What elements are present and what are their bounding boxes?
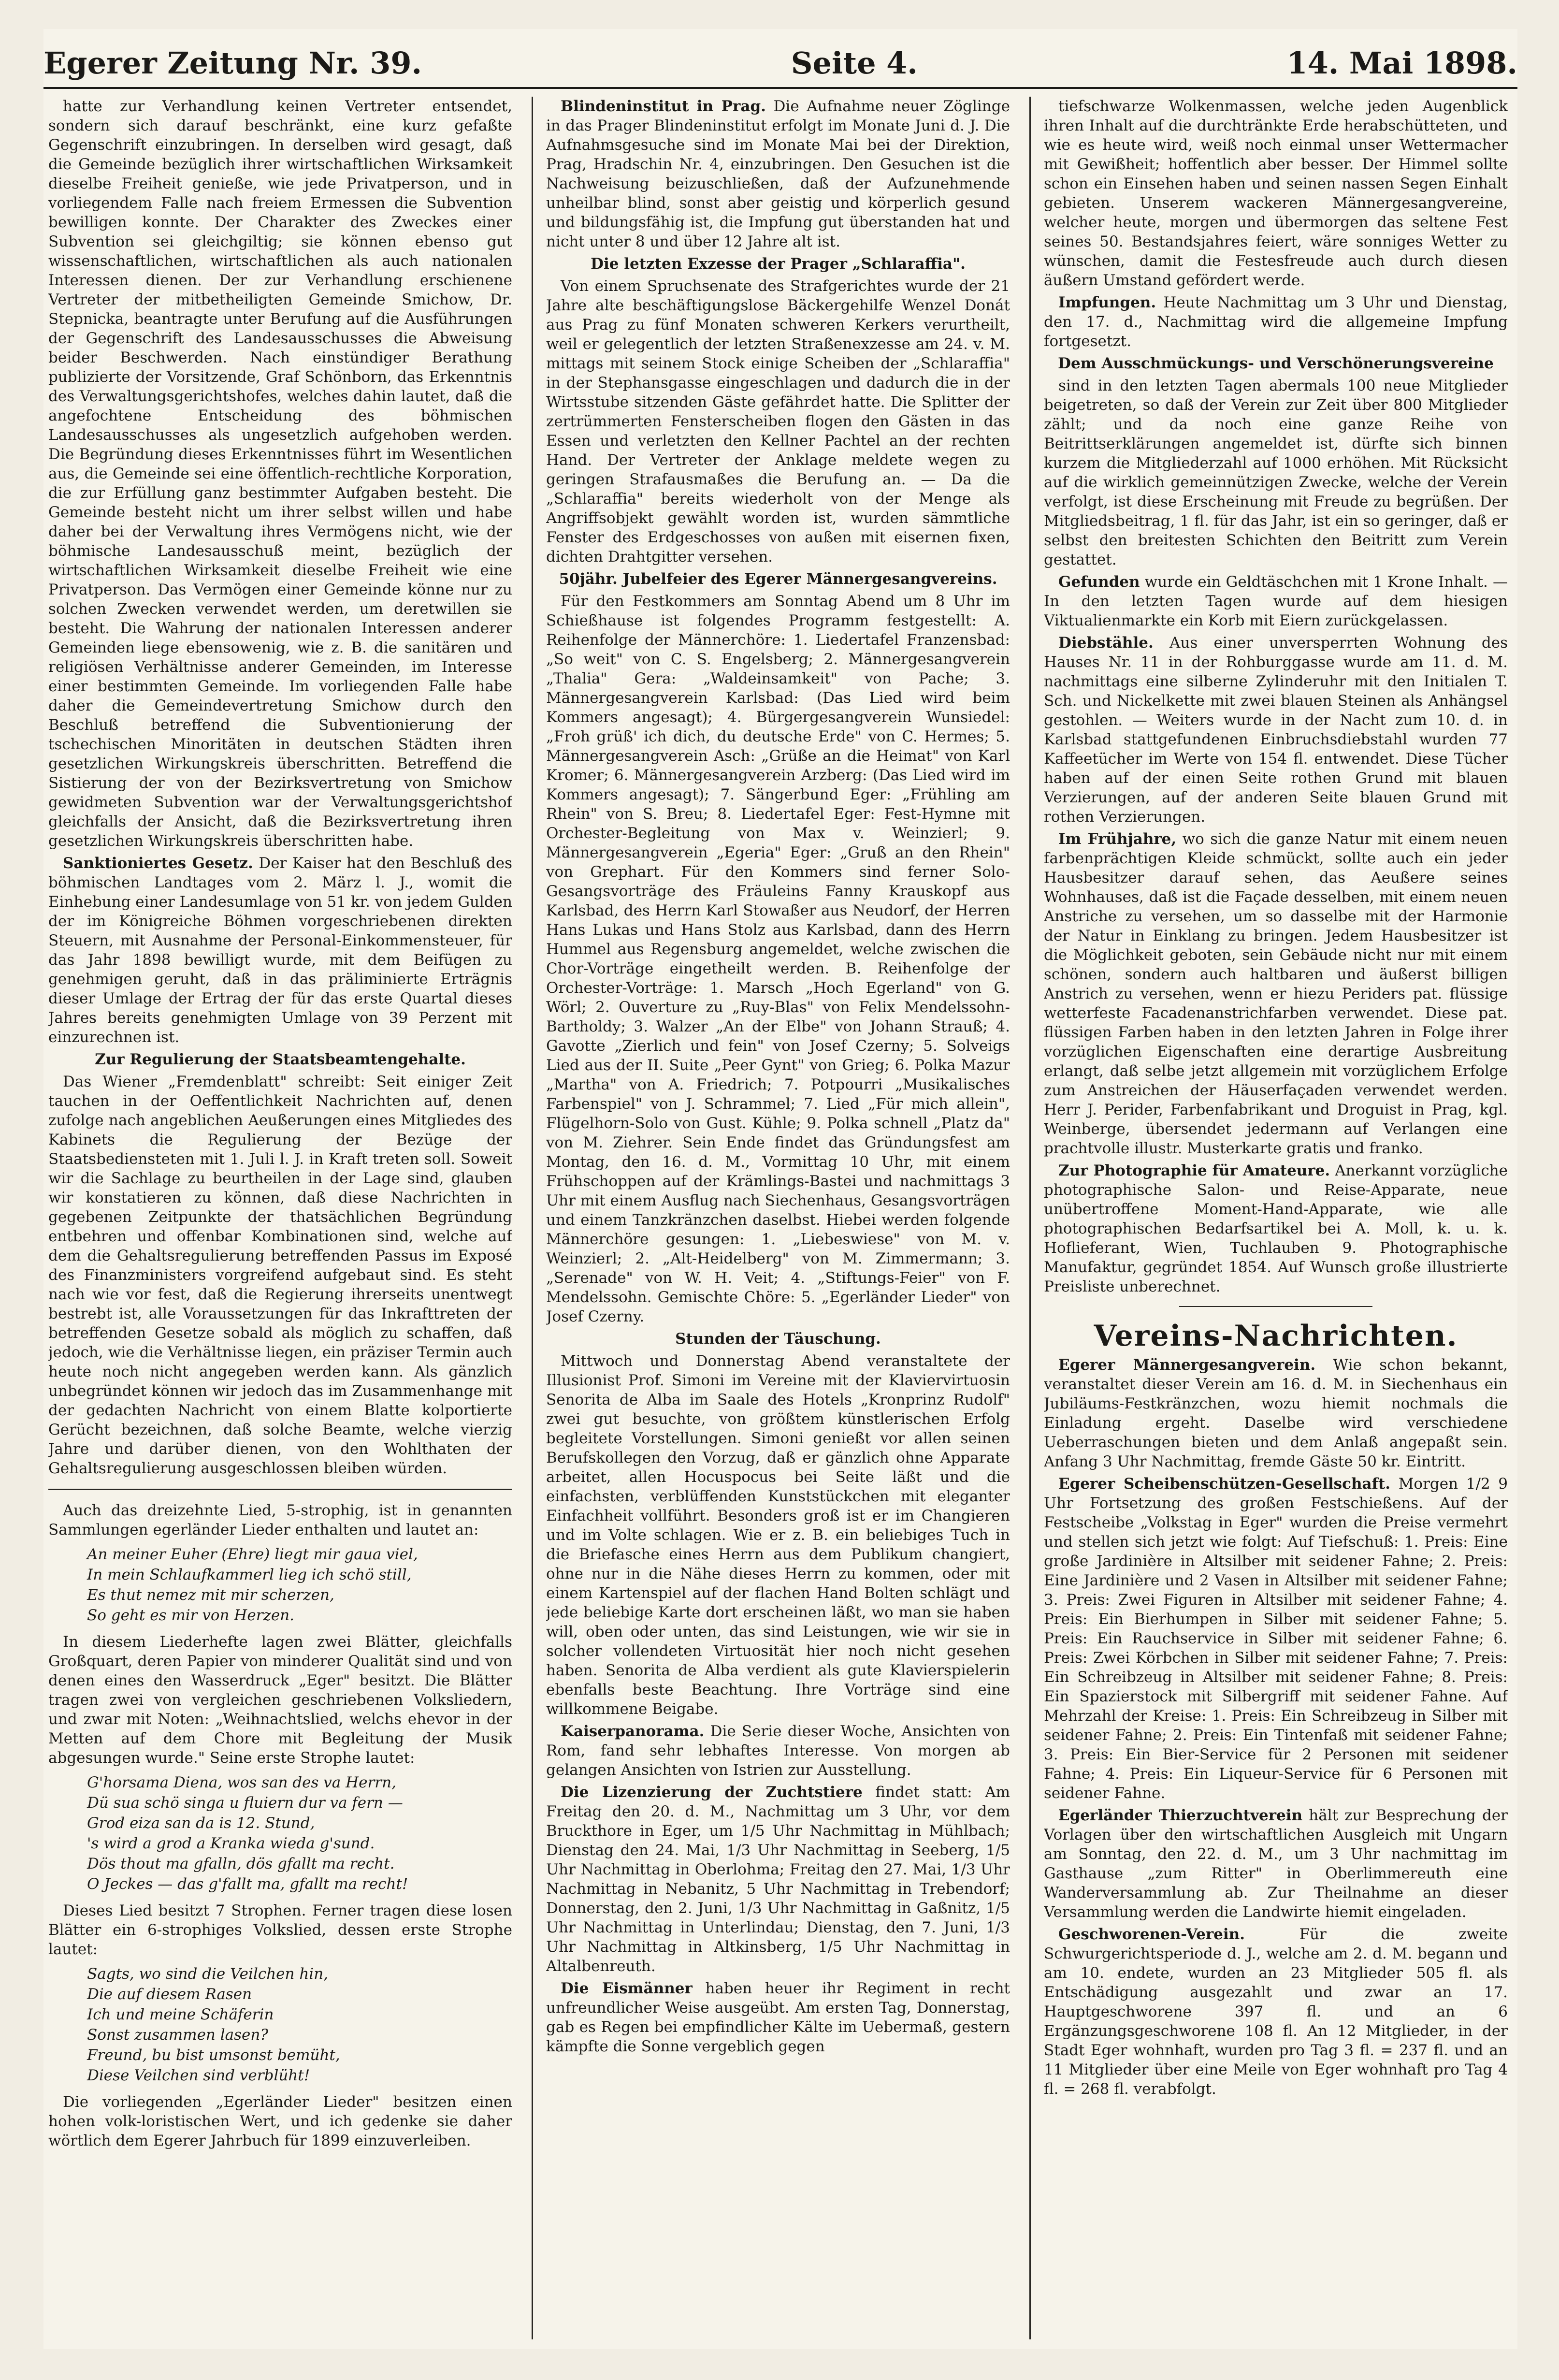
article-paragraph: Morgen 1/2 9 Uhr Fortsetzung des großen Festschießens. Auf der Festscheibe „Volkstag in Eger" wurden die Preise vermehrt und stellen sich jetzt wie folgt: Auf Tiefschuß: 1. Preis: Eine große Jardinière in Altsilber mit seidener Fahne; 2. Preis: Eine Jardinière und 2 Vasen in Altsilber mit seidener Fahne; 3. Preis: Zwei Figuren in Altsilber mit seidener Fahne; 4. Preis: Ein Bierhumpen in Silber mit seidener Fahne; 5. Preis: Ein Rauchservice in Silber mit seidener Fahne; 6. Preis: Zwei Körbchen in Silber mit seidener Fahne; 7. Preis: Ein Schreibzeug in Altsilber mit seidener Fahne; 8. Preis: Ein Spazierstock mit Silbergriff mit seidener Fahne. Auf Mehrzahl der Kreise: 1. Preis: Ein Schreibzeug in Silber mit seidener Fahne; 2. Preis: Ein Tintenfaß mit seidener Fahne; 3. Preis: Ein Bier-Service für 2 Personen mit seidener Fahne; 4. Preis: Ein Liqueur-Service für 6 Personen mit seidener Fahne. [1044, 1475, 1508, 1802]
poem-stanza [87, 1772, 512, 1894]
article-paragraph: In diesem Liederhefte lagen zwei Blätter, gleichfalls Großquart, deren Papier von minderer Qualität sind und von denen eines den Wasserdruck „Eger" besitzt. Die Blätter tragen zwei von vergleichen geschriebenen Volksliedern, und zwar mit Noten: „Weihnachtslied, welchs ehevor in der Metten auf dem Chore mit Begleitung der Musik abgesungen wurde." Seine erste Strophe lautet: [48, 1633, 512, 1767]
column-1 [48, 97, 512, 2339]
article-heading: Gefunden [1058, 573, 1140, 591]
poem-line: Es thut nemez mit mir scherzen, [87, 1586, 334, 1604]
article-heading: 50jähr. Jubelfeier des Egerer Männergesangvereins. [559, 570, 997, 588]
poem-line: Sonst zusammen lasen? [87, 2026, 268, 2044]
columns [48, 97, 1513, 2339]
poem-line: Dü sua schö singa u fluiern dur va fern — [87, 1794, 403, 1812]
section-title-vereins-nachrichten: Vereins-Nachrichten. [1094, 1319, 1458, 1353]
poem-line: Ich und meine Schäferin [87, 2006, 274, 2023]
column-rule-1 [532, 97, 533, 2339]
article-heading: Egerländer Thierzuchtverein [1058, 1807, 1303, 1824]
article-heading: Dem Ausschmückungs- und Verschönerungsvereine [1058, 355, 1494, 372]
article-heading: Die Lizenzierung der Zuchtstiere [561, 1784, 863, 1801]
article-paragraph: hatte zur Verhandlung keinen Vertreter entsendet, sondern sich darauf beschränkt, eine kurz gefaßte Gegenschrift einzubringen. In derselben wird gesagt, daß die Gemeinde bezüglich ihrer wirtschaftlichen Wirksamkeit dieselbe Freiheit genieße, wie jede Privatperson, und in vorliegendem Falle nach freiem Ermessen die Subvention bewilligen konnte. Der Charakter des Zweckes einer Subvention sei gleichgiltig; sie können ebenso gut wissenschaftlichen, wirtschaftlichen als auch nationalen Interessen dienen. Der zur Verhandlung erschienene Vertreter der mitbetheiligten Gemeinde Smichow, Dr. Stepnicka, beantragte unter Berufung auf die Ausführungen der Gegenschrift des Landesausschusses die Abweisung beider Beschwerden. Nach einstündiger Berathung publizierte der Vorsitzende, Graf Schönborn, das Erkenntnis des Verwaltungsgerichtshofes, welches dahin lautet, daß die angefochtene Entscheidung des böhmischen Landesausschusses als ungesetzlich aufgehoben werden. Die Begründung dieses Erkenntnisses führt im Wesentlichen aus, die Gemeinde sei eine öffentlich-rechtliche Korporation, die zur Erfüllung ganz bestimmter Aufgaben besteht. Die Gemeinde besteht nicht um ihrer selbst willen und habe daher bei der Verwaltung ihres Vermögens nicht, wie der böhmische Landesausschuß meint, bezüglich der wirtschaftlichen Wirksamkeit dieselbe Freiheit wie eine Privatperson. Das Vermögen einer Gemeinde könne nur zu solchen Zwecken verwendet werden, um deretwillen sie besteht. Die Wahrung der nationalen Interessen anderer Gemeinden liege ebensowenig, wie z. B. die sanitären und religiösen Verhältnisse anderer Gemeinden, im Interesse einer bestimmten Gemeinde. Im vorliegenden Falle habe daher die Gemeindevertretung Smichow durch den Beschluß betreffend die Subventionierung der tschechischen Minoritäten in deutschen Städten ihren gesetzlichen Wirkungskreis überschritten. Betreffend die Sistierung der von der Bezirksvertretung von Smichow gewidmeten Subvention war der Verwaltungsgerichtshof gleichfalls der Ansicht, daß die Bezirksvertretung ihren gesetzlichen Wirkungskreis überschritten habe. [48, 98, 512, 850]
newspaper-page [43, 29, 1517, 2349]
poem-line: O Jeckes — das g'fallt ma, gfallt ma recht! [87, 1875, 408, 1893]
poem-line: 's wird a grod a Kranka wieda g'sund. [87, 1835, 375, 1852]
article-paragraph: Auch das dreizehnte Lied, 5-strophig, ist in genannten Sammlungen egerländer Lieder enthalten und lautet an: [48, 1502, 512, 1538]
article-heading: Blindeninstitut in Prag. [561, 98, 766, 115]
poem-stanza [87, 1544, 512, 1625]
article-paragraph: Aus einer unversperrten Wohnung des Hauses Nr. 11 in der Rohburggasse wurde am 11. d. M. nachmittags eine silberne Zylinderuhr mit den Initialen T. Sch. und Nickelkette mit zwei blauen Steinen als Anhängsel gestohlen. — Weiters wurde in der Nacht zum 10. d. in Karlsbad stattgefundenen Einbruchsdiebstahl wurden 77 Kaffeetücher im Werte von 154 fl. entwendet. Diese Tücher haben auf der einen Seite rothen Grund mit blauen Verzierungen, auf der anderen Seite blauen Grund mit rothen Verzierungen. [1044, 634, 1508, 826]
article-paragraph: Das Wiener „Fremdenblatt" schreibt: Seit einiger Zeit tauchen in der Oeffentlichkeit Nachrichten auf, denen zufolge nach angeblichen Aeußerungen eines Mitgliedes des Kabinets die Regulierung der Bezüge der Staatsbediensteten mit 1. Juli l. J. in Kraft treten soll. Soweit wir die Sachlage zu beurtheilen in der Lage sind, glauben wir konstatieren zu können, daß diese Nachrichten in gegebenen Zeitpunkte der thatsächlichen Begründung entbehren und offenbar Kombinationen sind, welche auf dem die Gehaltsregulierung betreffenden Passus im Exposé des Finanzministers vorgreifend aufgebaut sind. Es steht nach wie vor fest, daß die Regierung ihrerseits unentwegt bestrebt ist, alle Voraussetzungen für das Inkrafttreten der betreffenden Gesetze sobald als möglich zu schaffen, daß jedoch, wie die Verhältnisse liegen, ein präziser Termin auch heute noch nicht angegeben werden kann. Als gänzlich unbegründet können wir jedoch das im Zusammenhange mit der gedachten Nachricht von einem Blatte kolportierte Gerücht bezeichnen, daß solche Beamte, welche vierzig Jahre und darüber dienen, von den Wohlthaten der Gehaltsregulierung ausgeschlossen bleiben würden. [48, 1073, 512, 1477]
article-heading: Stunden der Täuschung. [675, 1330, 881, 1348]
article-paragraph: Von einem Spruchsenate des Strafgerichtes wurde der 21 Jahre alte beschäftigungslose Bäckergehilfe Wenzel Donát aus Prag zu fünf Monaten schweren Kerkers verurtheilt, weil er gelegentlich der letzten Straßenexzesse am 24. v. M. mittags mit seinem Stock einige Scheiben der „Schlaraffia" in der Stephansgasse eingeschlagen und dadurch die in der Wirtsstube sitzenden Gäste gefährdet hatte. Die Splitter der zertrümmerten Fensterscheiben flogen den Gästen in das Essen und verletzten den Kellner Pachtel an der rechten Hand. Der Vertreter der Anklage meldete wegen zu geringen Strafausmaßes die Berufung an. — Da die „Schlaraffia" bereits wiederholt von der Menge als Angriffsobjekt gewählt worden ist, wurden sämmtliche Fenster des Erdgeschosses von außen mit eisernen fixen, dichten Drahtgitter versehen. [546, 277, 1010, 566]
poem-line: Freund, bu bist umsonst bemüht, [87, 2046, 340, 2064]
article-heading: Egerer Scheibenschützen-Gesellschaft. [1058, 1475, 1391, 1493]
article-heading: Die Eismänner [561, 1980, 693, 1997]
article-heading: Geschworenen-Verein. [1058, 1926, 1245, 1943]
poem-line: Grod eiza san da is 12. Stund, [87, 1814, 315, 1832]
article-paragraph: tiefschwarze Wolkenmassen, welche jeden Augenblick ihren Inhalt auf die durchtränkte Erde herabschütteten, und wie es heute wird, weiß noch einmal unser Wettermacher mit Gewißheit; hoffentlich aber besser. Der Himmel sollte schon ein Einsehen haben und seinen nassen Segen Einhalt gebieten. Unserem wackeren Männergesangvereine, welcher heute, morgen und übermorgen das seltene Fest seines 50. Bestandsjahres feiert, wäre sonniges Wetter zu wünschen, damit die Festesfreude auch durch diesen äußern Umstand gefördert werde. [1044, 98, 1508, 289]
column-3 [1044, 97, 1508, 2339]
article-paragraph: Die vorliegenden „Egerländer Lieder" besitzen einen hohen volk-loristischen Wert, und ich gedenke sie daher wörtlich dem Egerer Jahrbuch für 1899 einzuverleiben. [48, 2093, 512, 2149]
article-paragraph: sind in den letzten Tagen abermals 100 neue Mitglieder beigetreten, so daß der Verein zur Zeit über 800 Mitglieder zählt; und da noch eine ganze Reihe von Beitrittserklärungen angemeldet ist, dürfte sich binnen kurzem die Mitgliederzahl auf 1000 erhöhen. Mit Rücksicht auf die wirklich gemeinnützigen Zwecke, welche der Verein verfolgt, ist diese Erscheinung mit Freude zu begrüßen. Der Mitgliedsbeitrag, 1 fl. für das Jahr, ist ein so geringer, daß er selbst den breitesten Schichten den Beitritt zum Verein gestattet. [1044, 377, 1508, 568]
poem-line: An meiner Euher (Ehre) liegt mir gaua viel, [87, 1546, 418, 1563]
masthead [43, 39, 1517, 89]
article-paragraph: hält zur Besprechung der Vorlagen über den wirtschaftlichen Ausgleich mit Ungarn am Sonntag, den 22. d. M., um 3 Uhr nachmittag im Gasthause „zum Ritter" in Oberlimmereuth eine Wanderversammlung ab. Zur Theilnahme an dieser Versammlung werden die Landwirte hiemit eingeladen. [1044, 1807, 1508, 1921]
article-paragraph: Der Kaiser hat den Beschluß des böhmischen Landtages vom 2. März l. J., womit die Einhebung einer Landesumlage von 51 kr. von jedem Gulden der im Königreiche Böhmen vorgeschriebenen direkten Steuern, mit Ausnahme der Personal-Einkommensteuer, für das Jahr 1898 bewilligt wurde, mit dem Beifügen zu genehmigen geruht, daß in das präliminierte Erträgnis dieser Umlage der Ertrag der für das erste Quartal dieses Jahres bereits genehmigten Umlage von 39 Perzent mit einzurechnen ist. [48, 855, 512, 1046]
article-heading: Kaiserpanorama. [561, 1723, 705, 1740]
section-divider [48, 1489, 512, 1490]
article-paragraph: Anerkannt vorzügliche photographische Salon- und Reise-Apparate, neue unübertroffene Moment-Hand-Apparate, wie alle photographischen Bedarfsartikel bei A. Moll, k. u. k. Hoflieferant, Wien, Tuchlauben 9. Photographische Manufaktur, gegründet 1854. Auf Wunsch große illustrierte Preisliste unberechnet. [1044, 1162, 1508, 1295]
article-heading: Diebstähle. [1058, 634, 1154, 652]
article-heading: Die letzten Exzesse der Prager „Schlaraffia". [591, 255, 966, 273]
article-paragraph: wo sich die ganze Natur mit einem neuen farbenprächtigen Kleide schmückt, sollte auch ein jeder Hausbesitzer darauf sehen, das Aeußere seines Wohnhauses, daß ist die Façade desselben, mit einem neuen Anstriche zu versehen, um so dasselbe mit der Harmonie der Natur in Einklang zu bringen. Jedem Hausbesitzer ist die Möglichkeit geboten, sein Gebäude nicht nur mit einem schönen, sondern auch haltbaren und äußerst billigen Anstrich zu versehen, wenn er hiezu Periders pat. flüssige wetterfeste Facadenanstrichfarben verwendet. Diese pat. flüssigen Farben haben in den letzten Jahren in Folge ihrer vorzüglichen Eigenschaften eine derartige Ausbreitung erlangt, daß selbe jetzt allgemein mit vorzüglichem Erfolge zum Anstreichen der Häuserfaçaden verwendet werden. Herr J. Perider, Farbenfabrikant und Droguist in Prag, kgl. Weinberge, übersendet jedermann auf Verlangen eine prachtvolle illustr. Musterkarte gratis und franko. [1044, 830, 1508, 1157]
article-paragraph: Die Aufnahme neuer Zöglinge in das Prager Blindeninstitut erfolgt im Monate Juni d. J. Die Aufnahmsgesuche sind im Monate Mai bei der Direktion, Prag, Hradschin Nr. 4, einzubringen. Den Gesuchen ist die Nachweisung beizuschließen, daß der Aufzunehmende unheilbar blind, sonst aber geistig und körperlich gesund und bildungsfähig ist, die Impfung gut überstanden hat und nicht unter 8 und über 12 Jahre alt ist. [546, 98, 1010, 250]
masthead-date: 14. Mai 1898. [1286, 45, 1517, 81]
article-paragraph: Für die zweite Schwurgerichtsperiode d. J., welche am 2. d. M. begann und am 10. endete, wurden an 23 Mitglieder 505 fl. als Entschädigung ausgezahlt und zwar an 17. Hauptgeschworene 397 fl. und an 6 Ergänzungsgeschworene 108 fl. An 12 Mitglieder, in der Stadt Eger wohnhaft, wurden pro Tag 3 fl. = 237 fl. und an 11 Mitglieder über eine Meile von Eger wohnhaft pro Tag 4 fl. = 268 fl. verabfolgt. [1044, 1926, 1508, 2098]
article-heading: Im Frühjahre, [1058, 830, 1177, 848]
poem-line: Sagts, wo sind die Veilchen hin, [87, 1965, 329, 1983]
article-paragraph: Die Serie dieser Woche, Ansichten von Rom, fand sehr lebhaftes Interesse. Von morgen ab gelangen Ansichten von Istrien zur Ausstellung. [546, 1723, 1010, 1779]
column-rule-2 [1029, 97, 1031, 2339]
article-paragraph: Heute Nachmittag um 3 Uhr und Dienstag, den 17. d., Nachmittag wird die allgemeine Impfung fortgesetzt. [1044, 294, 1508, 350]
article-paragraph: Dieses Lied besitzt 7 Strophen. Ferner tragen diese losen Blätter ein 6-strophiges Volkslied, dessen erste Strophe lautet: [48, 1902, 512, 1958]
article-heading: Sanktioniertes Gesetz. [63, 855, 253, 872]
article-paragraph: findet statt: Am Freitag den 20. d. M., Nachmittag um 3 Uhr, vor dem Bruckthore in Eger, um 1/5 Uhr Nachmittag in Mühlbach; Dienstag den 24. Mai, 1/3 Uhr Nachmittag in Seeberg, 1/5 Uhr Nachmittag in Oberlohma; Freitag den 27. Mai, 1/3 Uhr Nachmittag in Nebanitz, 5 Uhr Nachmittag in Trebendorf; Donnerstag, den 2. Juni, 1/3 Uhr Nachmittag in Gaßnitz, 1/5 Uhr Nachmittag in Unterlindau; Dienstag, den 7. Juni, 1/3 Uhr Nachmittag in Altkinsberg, 1/5 Uhr Nachmittag in Altalbenreuth. [546, 1784, 1010, 1975]
poem-line: So geht es mir von Herzen. [87, 1607, 295, 1624]
poem-line: Diese Veilchen sind verblüht! [87, 2067, 310, 2084]
poem-stanza [87, 1964, 512, 2086]
poem-line: G'horsama Diena, wos san des va Herrn, [87, 1774, 396, 1791]
article-paragraph: Mittwoch und Donnerstag Abend veranstaltete der Illusionist Prof. Simoni im Vereine mit der Klaviervirtuosin Senorita de Alba im Saale des Hotels „Kronprinz Rudolf" zwei gut besuchte, von größtem künstlerischen Erfolg begleitete Vorstellungen. Simoni genießt vor allen seinen Berufskollegen den Vorzug, daß er gänzlich ohne Apparate arbeitet, allen Hocuspocus bei Seite läßt und die einfachsten, verblüffenden Kunststückchen mit eleganter Einfachheit vollführt. Besonders groß ist er im Changieren und im Volte schlagen. Wie er z. B. ein beliebiges Tuch in die Briefasche eines Herrn aus dem Publikum changiert, ohne nur in die Nähe dieses Herrn zu kommen, oder mit einem Kartenspiel auf der flachen Hand Bolten schlägt und jede beliebige Karte dort erscheinen läßt, wo man sie haben will, oben oder unten, das sind Leistungen, wie wir sie in solcher vollendeten Virtuosität hier noch nicht gesehen haben. Senorita de Alba verdient als gute Klavierspielerin ebenfalls beste Beachtung. Ihre Vorträge sind eine willkommene Beigabe. [546, 1352, 1010, 1718]
article-paragraph: haben heuer ihr Regiment in recht unfreundlicher Weise ausgeübt. Am ersten Tag, Donnerstag, gab es Regen bei empfindlicher Kälte im Uebermaß, gestern kämpfte die Sonne vergeblich gegen [546, 1980, 1010, 2055]
poem-line: Dös thout ma gfalln, dös gfallt ma recht. [87, 1855, 395, 1872]
poem-line: Die auf diesem Rasen [87, 1986, 252, 2003]
article-heading: Impfungen. [1058, 294, 1156, 311]
article-heading: Zur Photographie für Amateure. [1058, 1162, 1330, 1179]
section-divider [1179, 1306, 1372, 1307]
article-paragraph: Für den Festkommers am Sonntag Abend um 8 Uhr im Schießhause ist folgendes Programm festgestellt: A. Reihenfolge der Männerchöre: 1. Liedertafel Franzensbad: „So weit" von C. S. Engelsberg; 2. Männergesangverein „Thalia" Gera: „Waldeinsamkeit" von Pache; 3. Männergesangverein Karlsbad: (Das Lied wird beim Kommers angesagt); 4. Bürgergesangverein Wunsiedel: „Froh grüß' ich dich, du deutsche Erde" von C. Hermes; 5. Männergesangverein Asch: „Grüße an die Heimat" von Karl Kromer; 6. Männergesangverein Arzberg: (Das Lied wird im Kommers angesagt); 7. Sängerbund Eger: „Frühling am Rhein" von S. Breu; 8. Liedertafel Eger: Fest-Hymne mit Orchester-Begleitung von Max v. Weinzierl; 9. Männergesangverein „Egeria" Eger: „Gruß an den Rhein" von Grephart. Für den Kommers sind ferner Solo-Gesangsvorträge des Fräuleins Fanny Krauskopf aus Karlsbad, des Herrn Karl Stowaßer aus Neudorf, der Herren Hans Lukas und Hans Stolz aus Karlsbad, dann des Herrn Hummel aus Regensburg angemeldet, welche zwischen die Chor-Vorträge eingetheilt werden. B. Reihenfolge der Orchester-Vorträge: 1. Marsch „Hoch Egerland" von G. Wörl; 2. Ouverture zu „Ruy-Blas" von Felix Mendelssohn-Bartholdy; 3. Walzer „An der Elbe" von Johann Strauß; 4. Gavotte „Zierlich und fein" von Josef Czerny; 5. Solveigs Lied aus der II. Suite „Peer Gynt" von Grieg; 6. Polka Mazur „Martha" von A. Friedrich; 7. Potpourri „Musikalisches Farbenspiel" von J. Schrammel; 7. Lied „Für mich allein", Flügelhorn-Solo von Gust. Kühle; 9. Polka schnell „Platz da" von M. Ziehrer. Sein Ende findet das Gründungsfest am Montag, den 16. d. M., Vormittag 10 Uhr, mit einem Frühschoppen auf der Krämlings-Bastei und nachmittags 3 Uhr mit einem Ausflug nach Siechenhaus, Gesangsvorträgen und einem Tanzkränzchen daselbst. Hiebei werden folgende Männerchöre gesungen: 1. „Liebeswiese" von M. v. Weinzierl; 2. „Alt-Heidelberg" von M. Zimmermann; 3. „Serenade" von W. H. Veit; 4. „Stiftungs-Feier" von F. Mendelssohn. Gemischte Chöre: 5. „Egerländer Lieder" von Josef Czerny. [546, 593, 1010, 1325]
masthead-paper-issue: Egerer Zeitung Nr. 39. [43, 45, 422, 81]
article-paragraph: Wie schon bekannt, veranstaltet dieser Verein am 16. d. M. in Siechenhaus ein Jubiläums-Festkränzchen, wozu hiemit nochmals die Einladung ergeht. Daselbe wird verschiedene Ueberraschungen bieten und dem Anlaß angepaßt sein. Anfang 3 Uhr Nachmittag, fremde Gäste 50 kr. Eintritt. [1044, 1356, 1508, 1470]
masthead-page-number: Seite 4. [791, 45, 918, 81]
column-2 [546, 97, 1010, 2339]
article-heading: Egerer Männergesangverein. [1058, 1356, 1316, 1374]
article-paragraph: wurde ein Geldtäschchen mit 1 Krone Inhalt. — In den letzten Tagen wurde auf dem hiesigen Viktualienmarkte ein Korb mit Eiern zurückgelassen. [1044, 573, 1508, 629]
poem-line: In mein Schlaufkammerl lieg ich schö still, [87, 1566, 412, 1583]
article-heading: Zur Regulierung der Staatsbeamtengehalte. [95, 1051, 466, 1068]
